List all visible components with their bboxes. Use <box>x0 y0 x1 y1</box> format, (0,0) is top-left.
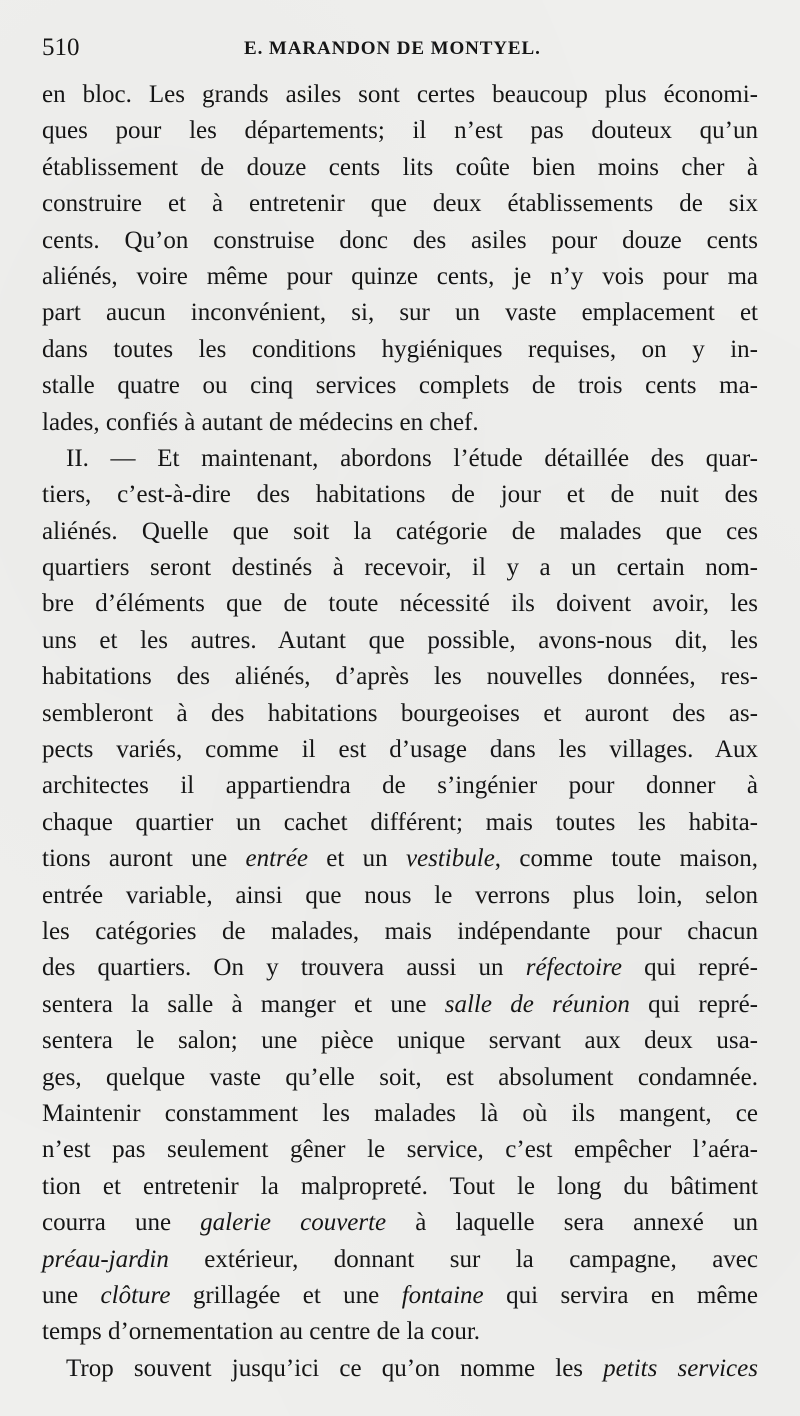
italic-term: petits services <box>603 1354 758 1382</box>
text-run: , comme toute maison, <box>494 845 758 873</box>
text-line: n’est pas seulement gêner le service, c’est empêcher l’aéra- <box>42 1136 758 1164</box>
text-line: en bloc. Les grands asiles sont certes beaucoup plus économi- <box>42 81 758 108</box>
text-run: Trop souvent jusqu’ici ce qu’on nomme les <box>66 1354 604 1382</box>
italic-term: réfectoire <box>525 954 622 982</box>
text-line: bre d’éléments que de toute nécessité ils doivent avoir, les <box>42 590 758 618</box>
text-line: Maintenir constamment les malades là où ils mangent, ce <box>42 1099 758 1127</box>
text-line: entrée variable, ainsi que nous le verrons plus loin, selon <box>42 881 758 909</box>
italic-term: salle de réunion <box>444 990 630 1018</box>
text-line: II. — Et maintenant, abordons l’étude détaillée des quar- <box>66 444 758 472</box>
text-line <box>42 1351 758 1387</box>
text-line: architectes il appartiendra de s’ingénier pour donner à <box>42 772 758 800</box>
text-line: lades, confiés à autant de médecins en chef. <box>42 408 479 436</box>
text-run: extérieur, donnant sur la campagne, avec <box>168 1245 758 1273</box>
text-line <box>42 950 758 986</box>
text-line: ges, quelque vaste qu’elle soit, est absolument condamnée. <box>42 1063 758 1091</box>
italic-term: galerie couverte <box>200 1209 387 1237</box>
text-line: construire et à entretenir que deux établissements de six <box>42 190 758 218</box>
text-line: établissement de douze cents lits coûte bien moins cher à <box>42 153 758 181</box>
italic-term: fontaine <box>401 1281 484 1309</box>
text-line: les catégories de malades, mais indépendante pour chacun <box>42 917 758 945</box>
text-line: uns et les autres. Autant que possible, avons-nous dit, les <box>42 626 758 654</box>
text-line: ques pour les départements; il n’est pas douteux qu’un <box>42 117 758 145</box>
text-run: tions auront une <box>42 845 246 873</box>
text-run: et un <box>307 845 406 873</box>
text-line <box>42 1278 758 1314</box>
text-line: stalle quatre ou cinq services complets de trois cents ma- <box>42 372 758 400</box>
text-line: tion et entretenir la malpropreté. Tout le long du bâtiment <box>42 1172 758 1200</box>
text-run: sentera la salle à manger et une <box>42 990 445 1018</box>
text-run: qui repré- <box>621 954 758 982</box>
text-line <box>42 1242 758 1278</box>
text-run: des quartiers. On y trouvera aussi un <box>42 954 526 982</box>
text-line: aliénés. Quelle que soit la catégorie de malades que ces <box>42 517 758 545</box>
italic-term: préau-jardin <box>42 1245 169 1273</box>
body-text <box>42 77 758 1387</box>
text-line: temps d’ornementation au centre de la cour. <box>42 1318 481 1346</box>
italic-term: entrée <box>245 845 308 873</box>
text-line: tiers, c’est-à-dire des habitations de jour et de nuit des <box>42 481 758 509</box>
text-line: pects variés, comme il est d’usage dans les villages. Aux <box>42 736 758 764</box>
text-run: courra une <box>42 1209 201 1237</box>
running-header <box>42 34 758 64</box>
text-line: part aucun inconvénient, si, sur un vaste emplacement et <box>42 299 758 327</box>
text-line: quartiers seront destinés à recevoir, il y a un certain nom- <box>42 554 758 582</box>
italic-term: vestibule <box>405 845 495 873</box>
italic-term: clôture <box>100 1281 171 1309</box>
text-run: qui repré- <box>629 990 758 1018</box>
page-number: 510 <box>42 34 80 61</box>
text-run: à laquelle sera annexé un <box>386 1209 758 1237</box>
text-run: qui servira en même <box>483 1281 758 1309</box>
text-line <box>42 987 758 1023</box>
text-line: chaque quartier un cachet différent; mais toutes les habita- <box>42 808 758 836</box>
text-line <box>42 1205 758 1241</box>
text-line <box>42 841 758 877</box>
text-run: grillagée et une <box>170 1281 402 1309</box>
text-run: une <box>42 1281 101 1309</box>
text-line: aliénés, voire même pour quinze cents, je n’y vois pour ma <box>42 262 758 290</box>
text-line: dans toutes les conditions hygiéniques requises, on y in- <box>42 335 758 363</box>
text-line: cents. Qu’on construise donc des asiles pour douze cents <box>42 226 758 254</box>
text-line: sentera le salon; une pièce unique servant aux deux usa- <box>42 1027 758 1055</box>
header-author: E. MARANDON DE MONTYEL. <box>244 38 541 59</box>
text-line: sembleront à des habitations bourgeoises et auront des as- <box>42 699 758 727</box>
text-line: habitations des aliénés, d’après les nouvelles données, res- <box>42 663 758 691</box>
